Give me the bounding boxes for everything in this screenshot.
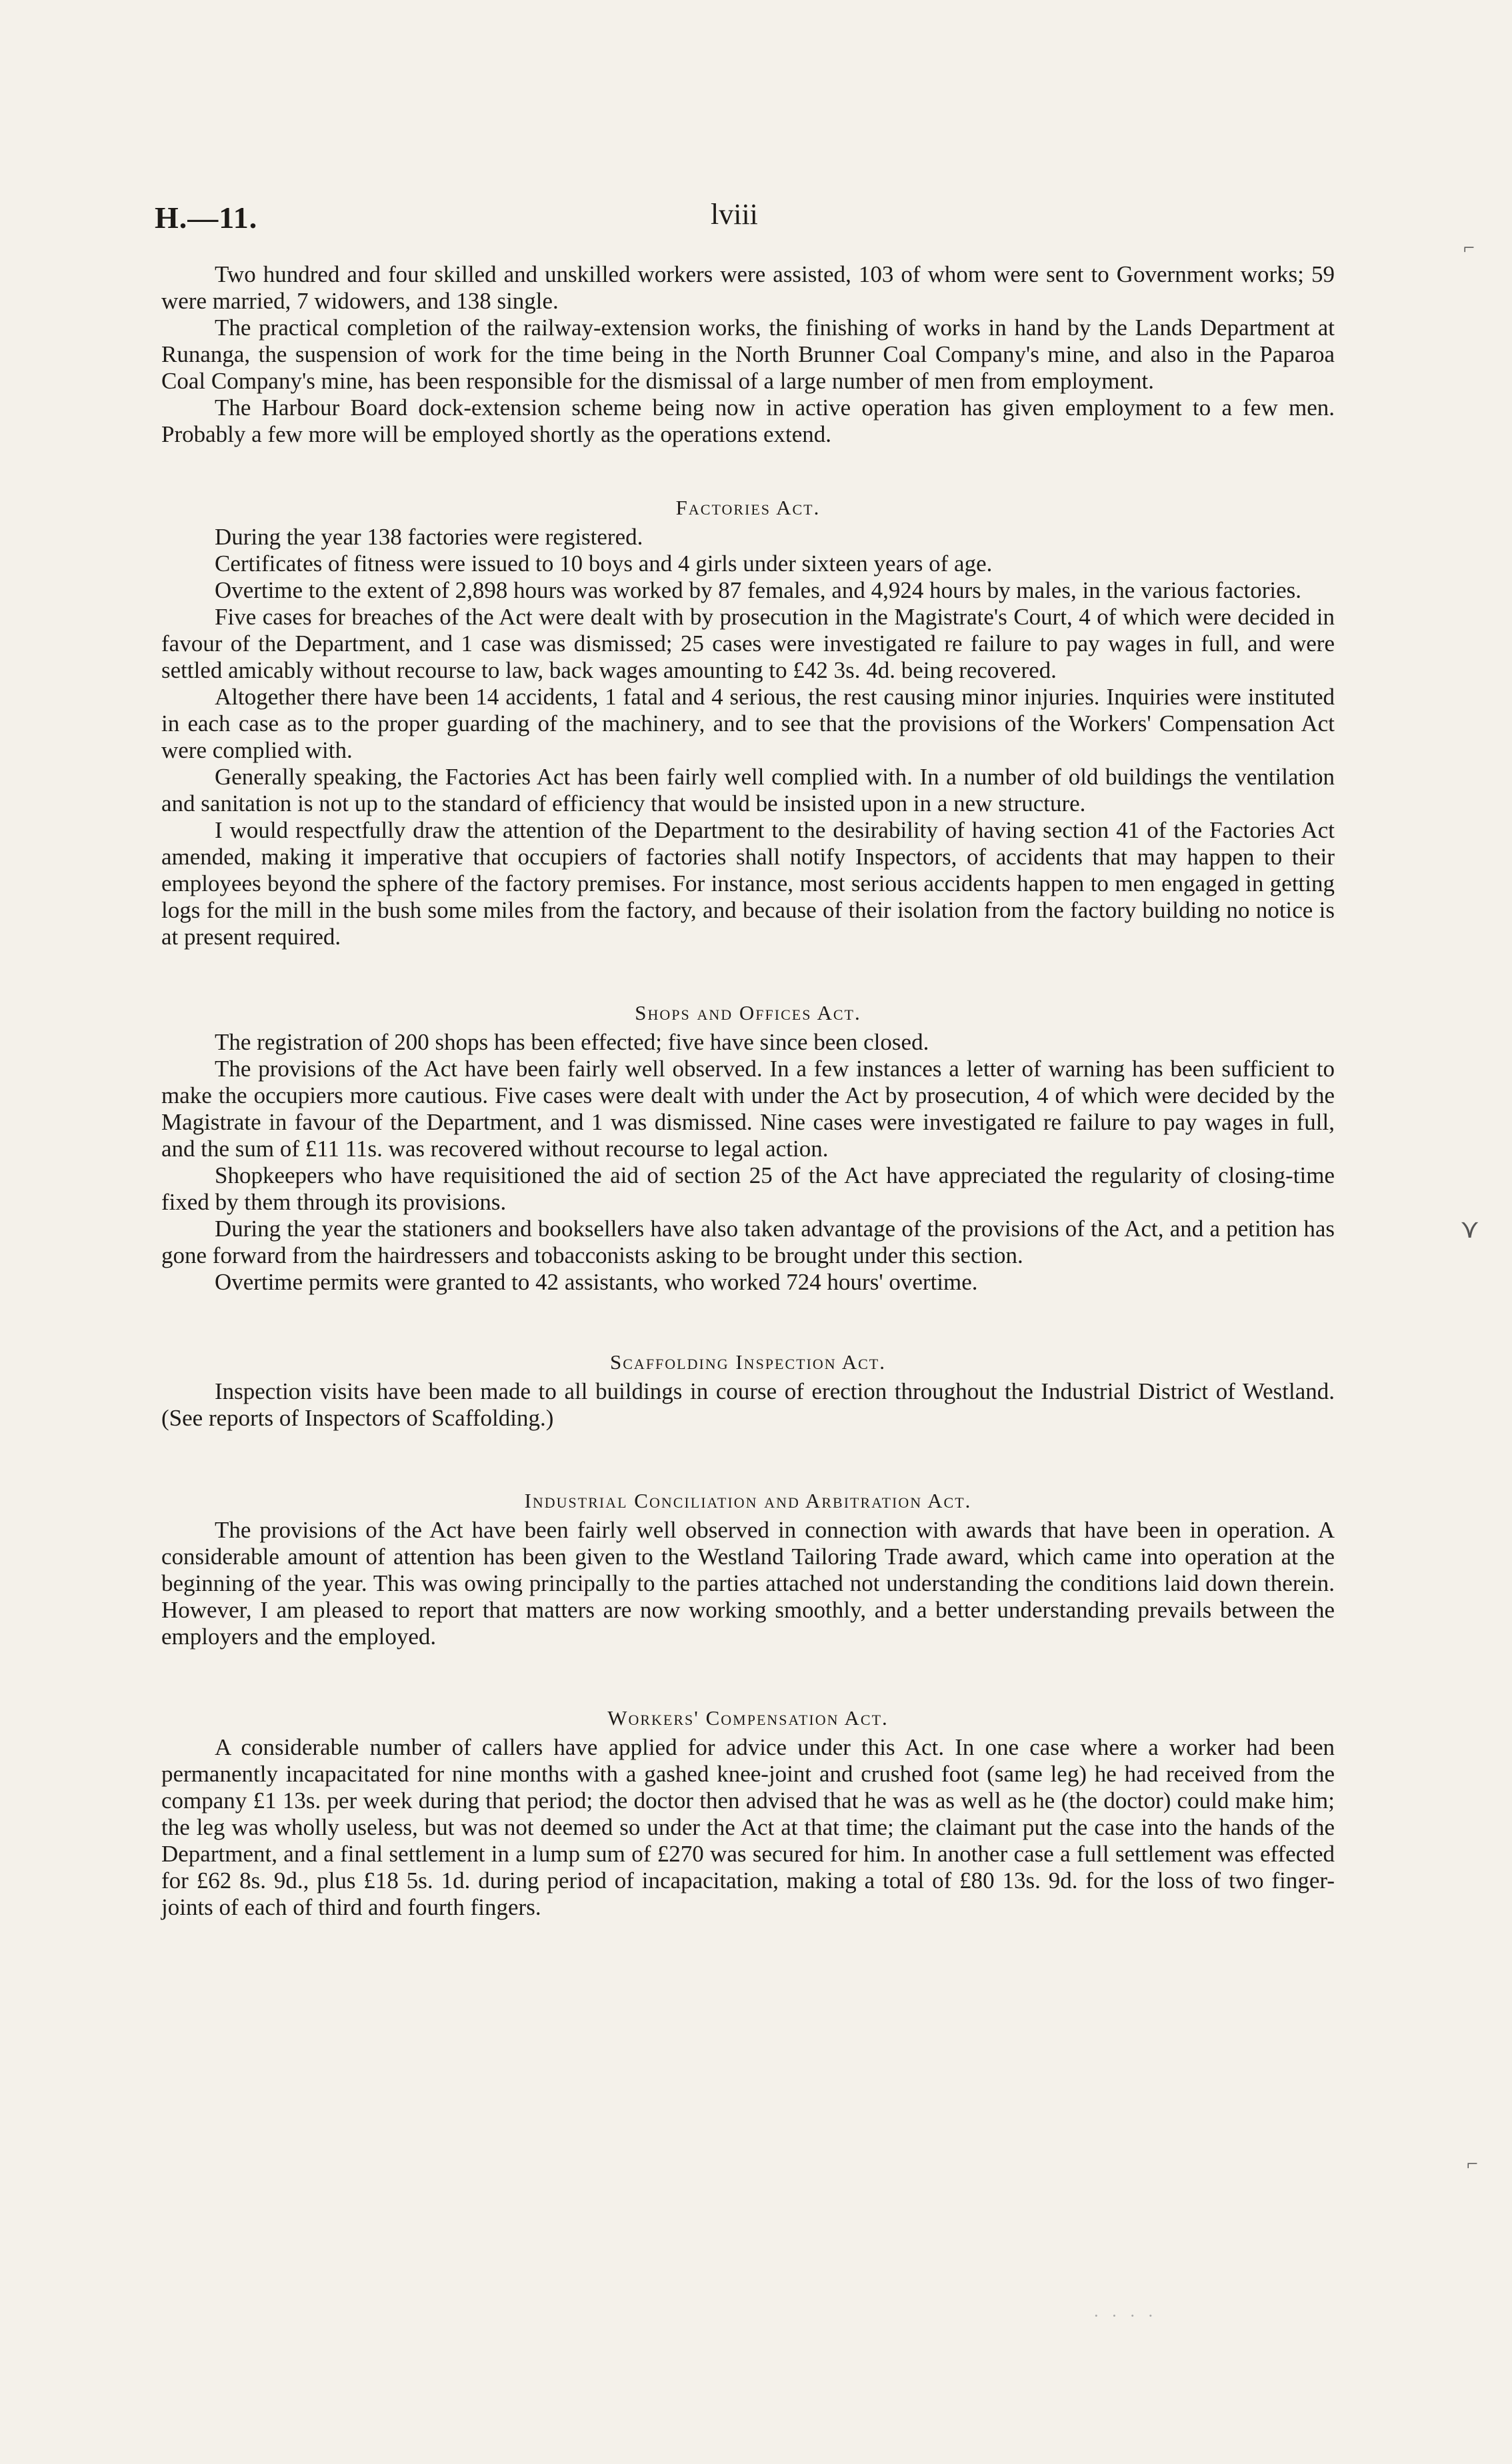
paragraph: Certificates of fitness were issued to 10 boys and 4 girls under sixteen years of age. xyxy=(215,551,993,577)
shops-section xyxy=(161,1001,1335,1296)
paragraph: The provisions of the Act have been fairly well observed in connection with awards that have been in operation. A considerable amount of attention has been given to the Westland Tailoring Trade award, which came into operation at the beginning of the year. This was owing principally to the parties attached not understanding the conditions laid down therein. However, I am pleased to report that matters are now working smoothly, and a better understanding prevails between the employers and the employed. xyxy=(161,1517,1335,1650)
section-heading: Factories Act. xyxy=(675,496,821,519)
paragraph: Two hundred and four skilled and unskilled workers were assisted, 103 of whom were sent to Government works; 59 were married, 7 widowers, and 138 single. xyxy=(161,261,1335,314)
report-reference: H.—11. xyxy=(155,201,258,235)
section-heading: Scaffolding Inspection Act. xyxy=(610,1350,886,1374)
paragraph: I would respectfully draw the attention of the Department to the desirability of having section 41 of the Factories Act amended, making it imperative that occupiers of factories shall notify Inspectors, of accidents that may happen to their employees beyond the sphere of the factory premises. For instance, most serious accidents happen to men engaged in getting logs for the mill in the bush some miles from the factory, and because of their isolation from the factory building no notice is at present required. xyxy=(161,817,1335,950)
paragraph: A considerable number of callers have applied for advice under this Act. In one case where a worker had been permanently incapacitated for nine months with a gashed knee-joint and crushed foot (same leg) he had received from the company £1 13s. per week during that period; the doctor then advised that he was as well as he (the doctor) could make him; the leg was wholly useless, but was not deemed so under the Act at that time; the claimant put the case into the hands of the Department, and a final settlement in a lump sum of £270 was secured for him. In another case a full settlement was effected for £62 8s. 9d., plus £18 5s. 1d. during period of incapacitation, making a total of £80 13s. 9d. for the loss of two finger-joints of each of third and fourth fingers. xyxy=(161,1734,1335,1920)
intro-section xyxy=(161,261,1335,448)
factories-section xyxy=(161,496,1335,950)
paragraph: During the year 138 factories were registered. xyxy=(215,524,643,550)
margin-mark: ⌐ xyxy=(1467,2153,1478,2175)
arbitration-section xyxy=(161,1489,1335,1650)
paragraph: Five cases for breaches of the Act were dealt with by prosecution in the Magistrate's Court, 4 of which were decided in favour of the Department, and 1 case was dismissed; 25 cases were investigated re failure to pay wages in full, and were settled amicably without recourse to law, back wages amounting to £42 3s. 4d. being recovered. xyxy=(161,604,1335,683)
page-number: lviii xyxy=(711,198,758,231)
paragraph: During the year the stationers and booksellers have also taken advantage of the provisions of the Act, and a petition has gone forward from the hairdressers and tobacconists asking to be brought under this section. xyxy=(161,1216,1335,1268)
paragraph: The Harbour Board dock-extension scheme being now in active operation has given employment to a few men. Probably a few more will be employed shortly as the operations extend. xyxy=(161,395,1335,447)
margin-mark: ⌐ xyxy=(1463,237,1475,259)
paragraph: The registration of 200 shops has been effected; five have since been closed. xyxy=(215,1029,929,1055)
paragraph: The practical completion of the railway-extension works, the finishing of works in hand by the Lands Department at Runanga, the suspension of work for the time being in the North Brunner Coal Company's mine, and also in the Paparoa Coal Company's mine, has been responsible for the dismissal of a large number of men from employment. xyxy=(161,315,1335,394)
print-speckle: · · · · xyxy=(1093,2306,1158,2325)
paragraph: Inspection visits have been made to all buildings in course of erection throughout the Industrial District of Westland. (See reports of Inspectors of Scaffolding.) xyxy=(161,1378,1335,1431)
paragraph: Altogether there have been 14 accidents, 1 fatal and 4 serious, the rest causing minor injuries. Inquiries were instituted in each case as to the proper guarding of the machinery, and to see that the provisions of the Workers' Compensation Act were complied with. xyxy=(161,684,1335,763)
section-heading: Workers' Compensation Act. xyxy=(607,1706,889,1730)
section-heading: Industrial Conciliation and Arbitration Act. xyxy=(524,1489,972,1512)
scaffolding-section xyxy=(161,1350,1335,1432)
paragraph: Overtime to the extent of 2,898 hours was worked by 87 females, and 4,924 hours by males, in the various factories. xyxy=(215,577,1302,603)
section-heading: Shops and Offices Act. xyxy=(635,1001,861,1024)
paragraph: Shopkeepers who have requisitioned the aid of section 25 of the Act have appreciated the regularity of closing-time fixed by them through its provisions. xyxy=(161,1162,1335,1215)
margin-mark: ⋎ xyxy=(1460,1214,1480,1244)
paragraph: Generally speaking, the Factories Act has been fairly well complied with. In a number of old buildings the ventilation and sanitation is not up to the standard of efficiency that would be insisted upon in a new structure. xyxy=(161,764,1335,816)
compensation-section xyxy=(161,1706,1335,1921)
paragraph: Overtime permits were granted to 42 assistants, who worked 724 hours' overtime. xyxy=(215,1269,978,1295)
paragraph: The provisions of the Act have been fairly well observed. In a few instances a letter of warning has been sufficient to make the occupiers more cautious. Five cases were dealt with under the Act by prosecution, 4 of which were decided by the Magistrate in favour of the Department, and 1 was dismissed. Nine cases were investigated re failure to pay wages in full, and the sum of £11 11s. was recovered without recourse to legal action. xyxy=(161,1056,1335,1162)
document-body xyxy=(161,261,1335,1921)
